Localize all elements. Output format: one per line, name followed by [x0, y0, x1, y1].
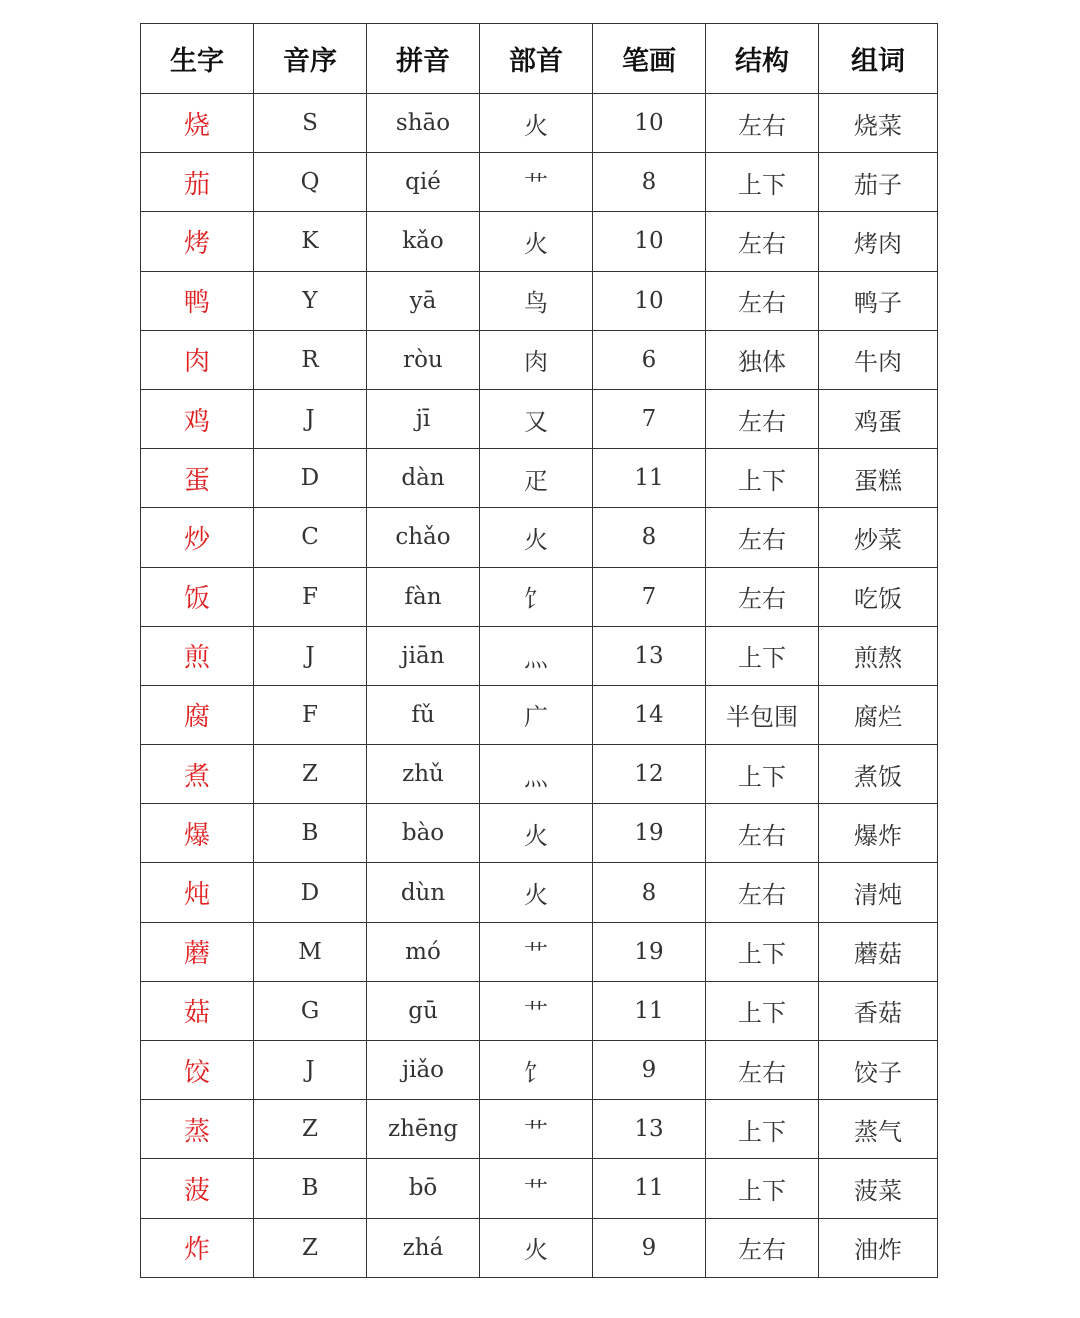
table-row [141, 863, 938, 922]
table-row [141, 567, 938, 626]
cell-word: 煮饭 [819, 745, 938, 804]
cell-word: 蒸气 [819, 1100, 938, 1159]
cell-structure: 左右 [706, 1041, 819, 1100]
cell-radical: 艹 [480, 981, 593, 1040]
cell-structure: 左右 [706, 863, 819, 922]
table-row [141, 508, 938, 567]
cell-character: 蛋 [141, 449, 254, 508]
cell-structure: 上下 [706, 922, 819, 981]
cell-word: 烧菜 [819, 94, 938, 153]
cell-character: 炖 [141, 863, 254, 922]
cell-pinyin: zhǔ [367, 745, 480, 804]
cell-pinyin: zhá [367, 1218, 480, 1277]
cell-pinyin: mó [367, 922, 480, 981]
cell-word: 油炸 [819, 1218, 938, 1277]
cell-radical: 饣 [480, 567, 593, 626]
cell-initial: J [254, 626, 367, 685]
header-pinyin: 拼音 [367, 24, 480, 94]
cell-character: 菇 [141, 981, 254, 1040]
cell-word: 吃饭 [819, 567, 938, 626]
cell-word: 烤肉 [819, 212, 938, 271]
cell-strokes: 11 [593, 449, 706, 508]
cell-radical: 艹 [480, 922, 593, 981]
table-body [141, 94, 938, 1278]
table-row [141, 389, 938, 448]
table-row [141, 153, 938, 212]
cell-structure: 上下 [706, 153, 819, 212]
cell-radical: 艹 [480, 153, 593, 212]
cell-structure: 左右 [706, 212, 819, 271]
table-row [141, 1218, 938, 1277]
cell-character: 鸭 [141, 271, 254, 330]
cell-word: 鸡蛋 [819, 389, 938, 448]
cell-pinyin: ròu [367, 330, 480, 389]
cell-structure: 左右 [706, 94, 819, 153]
cell-radical: 又 [480, 389, 593, 448]
header-strokes: 笔画 [593, 24, 706, 94]
cell-word: 爆炸 [819, 804, 938, 863]
cell-word: 茄子 [819, 153, 938, 212]
cell-radical: 艹 [480, 1159, 593, 1218]
cell-strokes: 10 [593, 212, 706, 271]
cell-pinyin: chǎo [367, 508, 480, 567]
cell-strokes: 8 [593, 153, 706, 212]
cell-strokes: 7 [593, 389, 706, 448]
table-row [141, 94, 938, 153]
cell-strokes: 13 [593, 1100, 706, 1159]
cell-pinyin: qié [367, 153, 480, 212]
cell-character: 饺 [141, 1041, 254, 1100]
cell-initial: D [254, 449, 367, 508]
cell-word: 菠菜 [819, 1159, 938, 1218]
cell-radical: 火 [480, 508, 593, 567]
cell-initial: F [254, 685, 367, 744]
cell-initial: G [254, 981, 367, 1040]
cell-initial: S [254, 94, 367, 153]
cell-initial: D [254, 863, 367, 922]
cell-initial: F [254, 567, 367, 626]
table-row [141, 449, 938, 508]
cell-pinyin: jiǎo [367, 1041, 480, 1100]
cell-character: 蒸 [141, 1100, 254, 1159]
cell-word: 炒菜 [819, 508, 938, 567]
cell-strokes: 10 [593, 271, 706, 330]
cell-word: 香菇 [819, 981, 938, 1040]
header-character: 生字 [141, 24, 254, 94]
cell-pinyin: dàn [367, 449, 480, 508]
cell-strokes: 9 [593, 1041, 706, 1100]
cell-structure: 上下 [706, 1100, 819, 1159]
cell-strokes: 9 [593, 1218, 706, 1277]
table-row [141, 981, 938, 1040]
table-row [141, 1100, 938, 1159]
cell-pinyin: gū [367, 981, 480, 1040]
header-structure: 结构 [706, 24, 819, 94]
cell-character: 饭 [141, 567, 254, 626]
cell-pinyin: yā [367, 271, 480, 330]
cell-initial: R [254, 330, 367, 389]
cell-radical: 火 [480, 1218, 593, 1277]
header-word: 组词 [819, 24, 938, 94]
cell-word: 蛋糕 [819, 449, 938, 508]
cell-radical: 肉 [480, 330, 593, 389]
cell-pinyin: jī [367, 389, 480, 448]
cell-initial: J [254, 389, 367, 448]
table-row [141, 804, 938, 863]
cell-radical: 艹 [480, 1100, 593, 1159]
cell-word: 鸭子 [819, 271, 938, 330]
cell-strokes: 13 [593, 626, 706, 685]
cell-radical: 灬 [480, 745, 593, 804]
cell-pinyin: bào [367, 804, 480, 863]
cell-radical: 火 [480, 804, 593, 863]
cell-character: 肉 [141, 330, 254, 389]
cell-word: 腐烂 [819, 685, 938, 744]
table-row [141, 685, 938, 744]
cell-pinyin: shāo [367, 94, 480, 153]
cell-pinyin: jiān [367, 626, 480, 685]
cell-character: 蘑 [141, 922, 254, 981]
cell-initial: Z [254, 745, 367, 804]
cell-radical: 火 [480, 863, 593, 922]
cell-radical: 饣 [480, 1041, 593, 1100]
cell-character: 爆 [141, 804, 254, 863]
cell-strokes: 8 [593, 863, 706, 922]
cell-structure: 上下 [706, 745, 819, 804]
cell-initial: Q [254, 153, 367, 212]
table-row [141, 626, 938, 685]
cell-character: 烤 [141, 212, 254, 271]
table-row [141, 212, 938, 271]
cell-structure: 上下 [706, 626, 819, 685]
cell-character: 煮 [141, 745, 254, 804]
table-row [141, 330, 938, 389]
cell-radical: 鸟 [480, 271, 593, 330]
cell-structure: 上下 [706, 1159, 819, 1218]
header-row [141, 24, 938, 94]
cell-initial: Z [254, 1218, 367, 1277]
cell-structure: 独体 [706, 330, 819, 389]
cell-character: 炸 [141, 1218, 254, 1277]
cell-pinyin: zhēng [367, 1100, 480, 1159]
cell-initial: Y [254, 271, 367, 330]
cell-character: 炒 [141, 508, 254, 567]
cell-strokes: 11 [593, 1159, 706, 1218]
header-initial: 音序 [254, 24, 367, 94]
cell-radical: 火 [480, 94, 593, 153]
cell-character: 茄 [141, 153, 254, 212]
header-radical: 部首 [480, 24, 593, 94]
cell-word: 清炖 [819, 863, 938, 922]
cell-initial: K [254, 212, 367, 271]
cell-pinyin: fǔ [367, 685, 480, 744]
cell-radical: 广 [480, 685, 593, 744]
cell-character: 烧 [141, 94, 254, 153]
cell-radical: 火 [480, 212, 593, 271]
cell-character: 鸡 [141, 389, 254, 448]
cell-strokes: 11 [593, 981, 706, 1040]
table-row [141, 271, 938, 330]
cell-pinyin: kǎo [367, 212, 480, 271]
cell-character: 煎 [141, 626, 254, 685]
cell-word: 煎熬 [819, 626, 938, 685]
cell-character: 菠 [141, 1159, 254, 1218]
cell-strokes: 14 [593, 685, 706, 744]
cell-strokes: 6 [593, 330, 706, 389]
cell-initial: B [254, 804, 367, 863]
cell-structure: 左右 [706, 508, 819, 567]
cell-structure: 左右 [706, 567, 819, 626]
cell-strokes: 7 [593, 567, 706, 626]
cell-strokes: 19 [593, 804, 706, 863]
cell-pinyin: dùn [367, 863, 480, 922]
table-row [141, 922, 938, 981]
cell-radical: 灬 [480, 626, 593, 685]
cell-pinyin: fàn [367, 567, 480, 626]
cell-initial: Z [254, 1100, 367, 1159]
cell-strokes: 19 [593, 922, 706, 981]
cell-radical: 疋 [480, 449, 593, 508]
cell-character: 腐 [141, 685, 254, 744]
cell-initial: B [254, 1159, 367, 1218]
cell-strokes: 10 [593, 94, 706, 153]
cell-structure: 左右 [706, 271, 819, 330]
table-row [141, 745, 938, 804]
cell-strokes: 12 [593, 745, 706, 804]
table-row [141, 1159, 938, 1218]
cell-structure: 上下 [706, 449, 819, 508]
character-table [140, 23, 938, 1278]
cell-word: 饺子 [819, 1041, 938, 1100]
cell-pinyin: bō [367, 1159, 480, 1218]
cell-structure: 上下 [706, 981, 819, 1040]
cell-structure: 左右 [706, 804, 819, 863]
cell-strokes: 8 [593, 508, 706, 567]
cell-structure: 左右 [706, 389, 819, 448]
cell-word: 牛肉 [819, 330, 938, 389]
cell-structure: 半包围 [706, 685, 819, 744]
character-table-page [140, 23, 938, 1278]
cell-initial: C [254, 508, 367, 567]
cell-initial: M [254, 922, 367, 981]
cell-structure: 左右 [706, 1218, 819, 1277]
table-header [141, 24, 938, 94]
cell-initial: J [254, 1041, 367, 1100]
cell-word: 蘑菇 [819, 922, 938, 981]
table-row [141, 1041, 938, 1100]
